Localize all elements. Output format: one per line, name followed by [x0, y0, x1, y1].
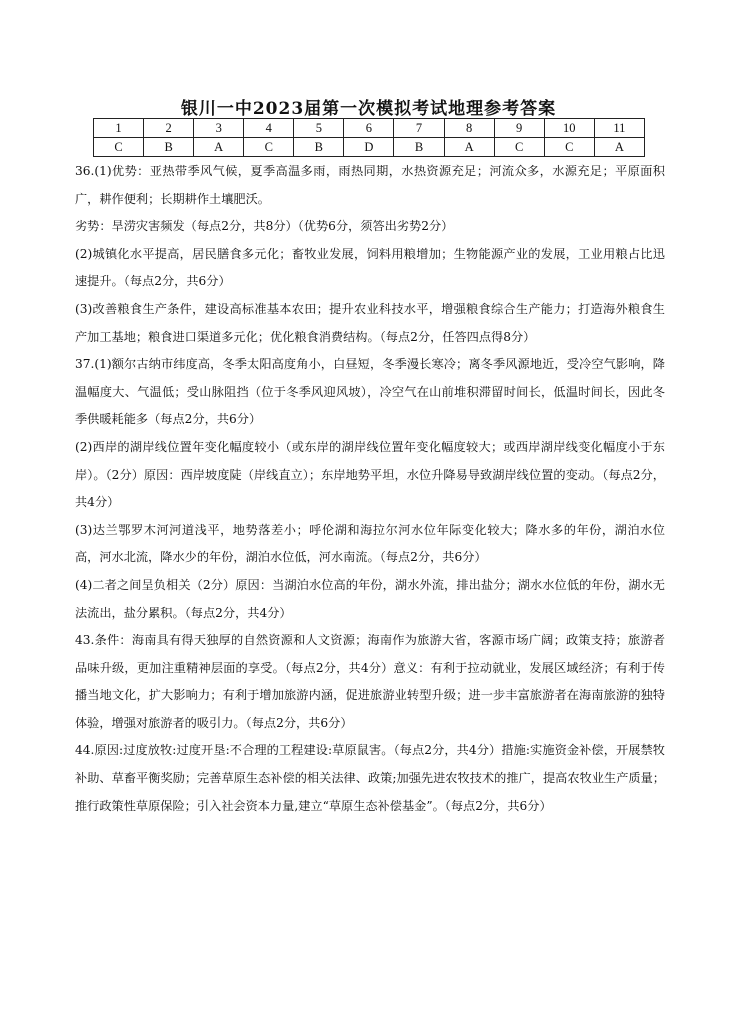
page-title: 银川一中2023届第一次模拟考试地理参考答案: [180, 99, 557, 119]
question-number: 2: [144, 119, 194, 138]
answer-q37-part1: 37.(1)额尔古纳市纬度高，冬季太阳高度角小，白昼短，冬季漫长寒冷；离冬季风源地近，受冷空气影响，降温幅度大、气温低；受山脉阻挡（位于冬季风迎风坡），冷空气在山前堆积滞留时间长，低温时间长，因此冬季供暖耗能多（每点2分，共6分）: [75, 357, 665, 427]
answer-table: [93, 118, 645, 157]
answer-body: [75, 158, 665, 820]
answer-choice: C: [544, 138, 594, 157]
answer-q36-part1: 36.(1)优势：亚热带季风气候，夏季高温多雨，雨热同期，水热资源充足；河流众多，水源充足；平原面积广，耕作便利；长期耕作土壤肥沃。: [75, 164, 665, 206]
answer-q37-part3: (3)达兰鄂罗木河河道浅平，地势落差小；呼伦湖和海拉尔河水位年际变化较大；降水多的年份，湖泊水位高，河水北流，降水少的年份，湖泊水位低，河水南流。（每点2分，共6分）: [75, 522, 665, 565]
question-number: 3: [194, 119, 244, 138]
question-number: 7: [394, 119, 444, 138]
question-number: 10: [544, 119, 594, 138]
answer-table-answer-row: [94, 138, 645, 157]
answer-q37-part2: (2)西岸的湖岸线位置年变化幅度较小（或东岸的湖岸线位置年变化幅度较大；或西岸湖岸线变化幅度小于东岸）。（2分）原因：西岸坡度陡（岸线直立）；东岸地势平坦，水位升降易导致湖岸线位置的变动。（每点2分，共4分）: [75, 439, 665, 510]
answer-q36-part3: (3)改善粮食生产条件，建设高标准基本农田；提升农业科技水平，增强粮食综合生产能力；打造海外粮食生产加工基地；粮食进口渠道多元化；优化粮食消费结构。（每点2分，任答四点得8分）: [75, 301, 665, 344]
question-number: 9: [494, 119, 544, 138]
answer-choice: A: [194, 138, 244, 157]
answer-choice: C: [494, 138, 544, 157]
answer-choice: A: [594, 138, 644, 157]
answer-choice: B: [144, 138, 194, 157]
answer-choice: A: [444, 138, 494, 157]
answer-choice: C: [244, 138, 294, 157]
answer-choice: D: [344, 138, 394, 157]
answer-choice: B: [394, 138, 444, 157]
question-number: 8: [444, 119, 494, 138]
answer-q36-disadvantage: 劣势：旱涝灾害频发（每点2分，共8分）（优势6分，须答出劣势2分）: [75, 219, 454, 234]
answer-q36-part2: (2)城镇化水平提高，居民膳食多元化；畜牧业发展，饲料用粮增加；生物能源产业的发展，工业用粮占比迅速提升。（每点2分，共6分）: [75, 246, 665, 289]
question-number: 1: [94, 119, 144, 138]
question-number: 4: [244, 119, 294, 138]
answer-choice: B: [294, 138, 344, 157]
answer-table-number-row: [94, 119, 645, 138]
question-number: 11: [594, 119, 644, 138]
question-number: 5: [294, 119, 344, 138]
answer-q44: 44.原因:过度放牧:过度开垦:不合理的工程建设:草原鼠害。（每点2分，共4分）措施:实施资金补偿，开展禁牧补助、草畜平衡奖励；完善草原生态补偿的相关法律、政策;加强先进农牧技术的推广，提高农牧业生产质量；推行政策性草原保险；引入社会资本力量,建立“草原生态补偿基金”。（每点2分，共6分）: [75, 743, 665, 813]
answer-q43: 43.条件：海南具有得天独厚的自然资源和人文资源；海南作为旅游大省，客源市场广阔；政策支持；旅游者品味升级，更加注重精神层面的享受。（每点2分，共4分）意义：有利于拉动就业，发展区域经济；有利于传播当地文化，扩大影响力；有利于增加旅游内涵，促进旅游业转型升级；进一步丰富旅游者在海南旅游的独特体验，增强对旅游者的吸引力。（每点2分，共6分）: [75, 633, 665, 730]
question-number: 6: [344, 119, 394, 138]
answer-q37-part4: (4)二者之间呈负相关（2分）原因：当湖泊水位高的年份，湖水外流，排出盐分；湖水水位低的年份，湖水无法流出，盐分累积。（每点2分，共4分）: [75, 577, 665, 620]
answer-choice: C: [94, 138, 144, 157]
